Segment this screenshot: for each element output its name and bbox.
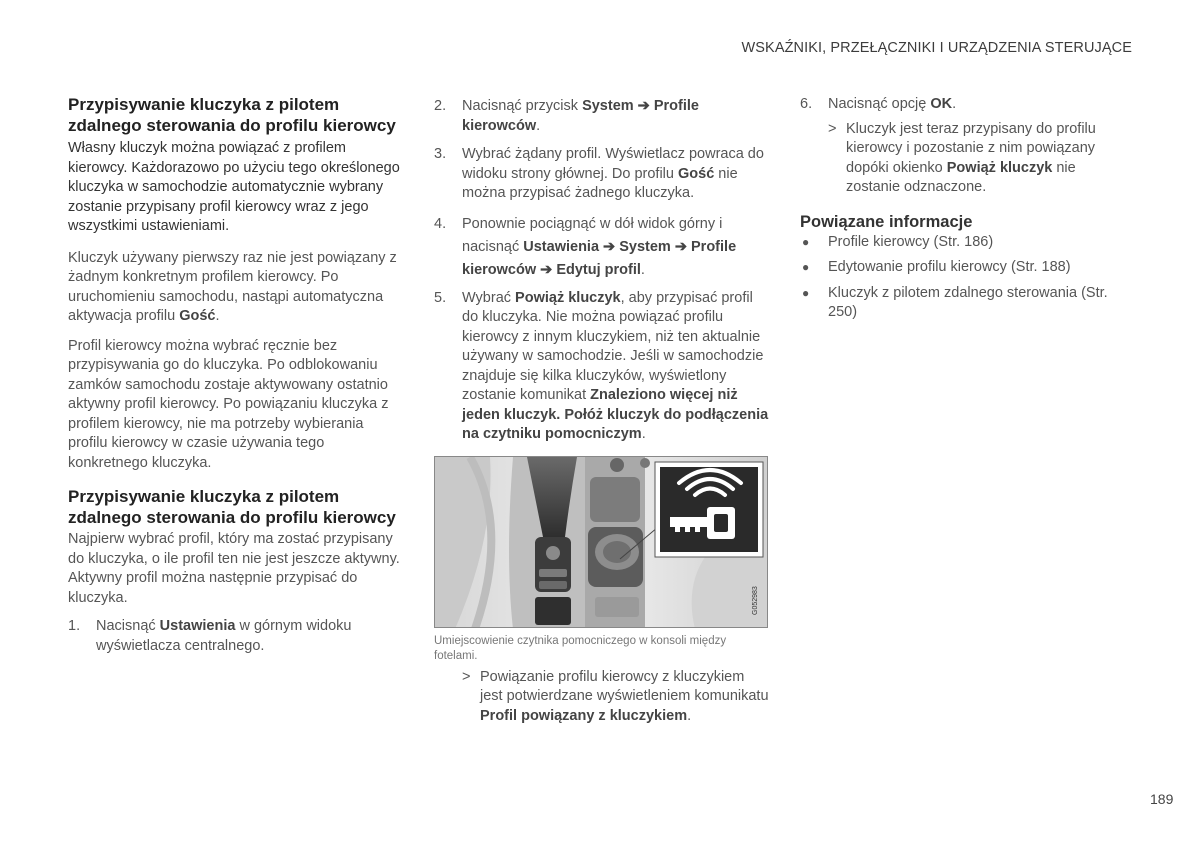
bullet-dot-icon: ● (802, 234, 810, 249)
related-link[interactable]: ● Edytowanie profilu kierowcy (Str. 188) (800, 258, 1132, 278)
figure-caption: Umiejscowienie czytnika pomocniczego w konsoli między fotelami. (434, 634, 727, 662)
step-2: 2. Nacisnąć przycisk System ➔ Profile kierowców. (434, 98, 699, 134)
step-5: 5. Wybrać Powiąż kluczyk, aby przypisać profil do kluczyka. Nie można powiązać profilu kierowcy z innym kluczykiem, niż ten aktualnie używany w samochodzie. Jeśli w samochodzie znajduje się kilka kluczyków, wyświetlony zostanie komunikat Znaleziono więcej niż jeden kluczyk. Połóż kluczyk do podłączenia na czytniku pomocniczym. (434, 289, 769, 442)
step-6-result: > Kluczyk jest teraz przypisany do profilu kierowcy i pozostanie z nim powiązany dopóki okienko Powiąż kluczyk nie zostanie odznaczone. (828, 120, 1096, 195)
console-illustration (435, 457, 768, 628)
column-2 (434, 92, 770, 726)
column-1 (68, 92, 403, 656)
steps-list-1 (68, 617, 403, 656)
step-4: 4. Ponownie pociągnąć w dół widok górny i nacisnąć Ustawienia ➔ System ➔ Profile kierowców ➔ Edytuj profil. (434, 215, 737, 278)
paragraph-first-use: Kluczyk używany pierwszy raz nie jest powiązany z żadnym konkretnym profilem kierowcy. Po uruchomieniu samochodu, nastąpi automatyczna aktywacja profilu Gość. (68, 249, 397, 324)
console-reader-figure (434, 456, 768, 628)
column-3 (800, 92, 1132, 329)
step-1: 1. Nacisnąć Ustawienia w górnym widoku wyświetlacza centralnego. (68, 618, 352, 654)
step-3: 3. Wybrać żądany profil. Wyświetlacz powraca do widoku strony głównej. Do profilu Gość nie można przypisać żadnego kluczyka. (434, 146, 764, 201)
bullet-dot-icon: ● (802, 285, 810, 300)
related-link[interactable]: ● Kluczyk z pilotem zdalnego sterowania (Str. 250) (802, 284, 1108, 320)
page-number: 189 (1150, 791, 1174, 807)
steps-list-2 (434, 97, 770, 445)
paragraph-steps-intro: Najpierw wybrać profil, który ma zostać przypisany do kluczyka, o ile profil ten nie jest jeszcze aktywny. Aktywny profil można następnie przypisać do kluczyka. (68, 531, 400, 606)
intro-paragraph: Własny kluczyk można powiązać z profilem kierowcy. Każdorazowo po użyciu tego określonego kluczyka w samochodzie automatycznie wybrany zostanie przypisany profil kierowcy wraz z jego wszystkimi ustawieniami. (68, 140, 400, 234)
related-link[interactable]: ● Profile kierowcy (Str. 186) (800, 233, 1132, 253)
step-6: 6. Nacisnąć opcję OK. (800, 96, 957, 112)
steps-list-3 (800, 95, 1132, 115)
section-heading-1: Przypisywanie kluczyka z pilotem zdalnego sterowania do profilu kierowcy (68, 95, 396, 135)
related-heading: Powiązane informacje (800, 212, 973, 231)
related-list (800, 233, 1132, 323)
paragraph-manual-select: Profil kierowcy można wybrać ręcznie bez przypisywania go do kluczyka. Po odblokowaniu zamków samochodu zostaje aktywowany ostatnio aktywny profil kierowcy. Po powiązaniu kluczyka z profilem kierowcy, nie ma potrzeby wybierania profilu kierowcy w czasie używania tego konkretnego kluczyka. (68, 337, 389, 471)
bullet-dot-icon: ● (802, 260, 810, 274)
section-heading-2: Przypisywanie kluczyka z pilotem zdalnego sterowania do profilu kierowcy (68, 487, 396, 527)
step-5-result: > Powiązanie profilu kierowcy z kluczykiem jest potwierdzane wyświetleniem komunikatu Profil powiązany z kluczykiem. (462, 668, 769, 724)
figure-code: G052983 (752, 585, 759, 615)
running-header: WSKAŹNIKI, PRZEŁĄCZNIKI I URZĄDZENIA STERUJĄCE (741, 40, 1132, 56)
